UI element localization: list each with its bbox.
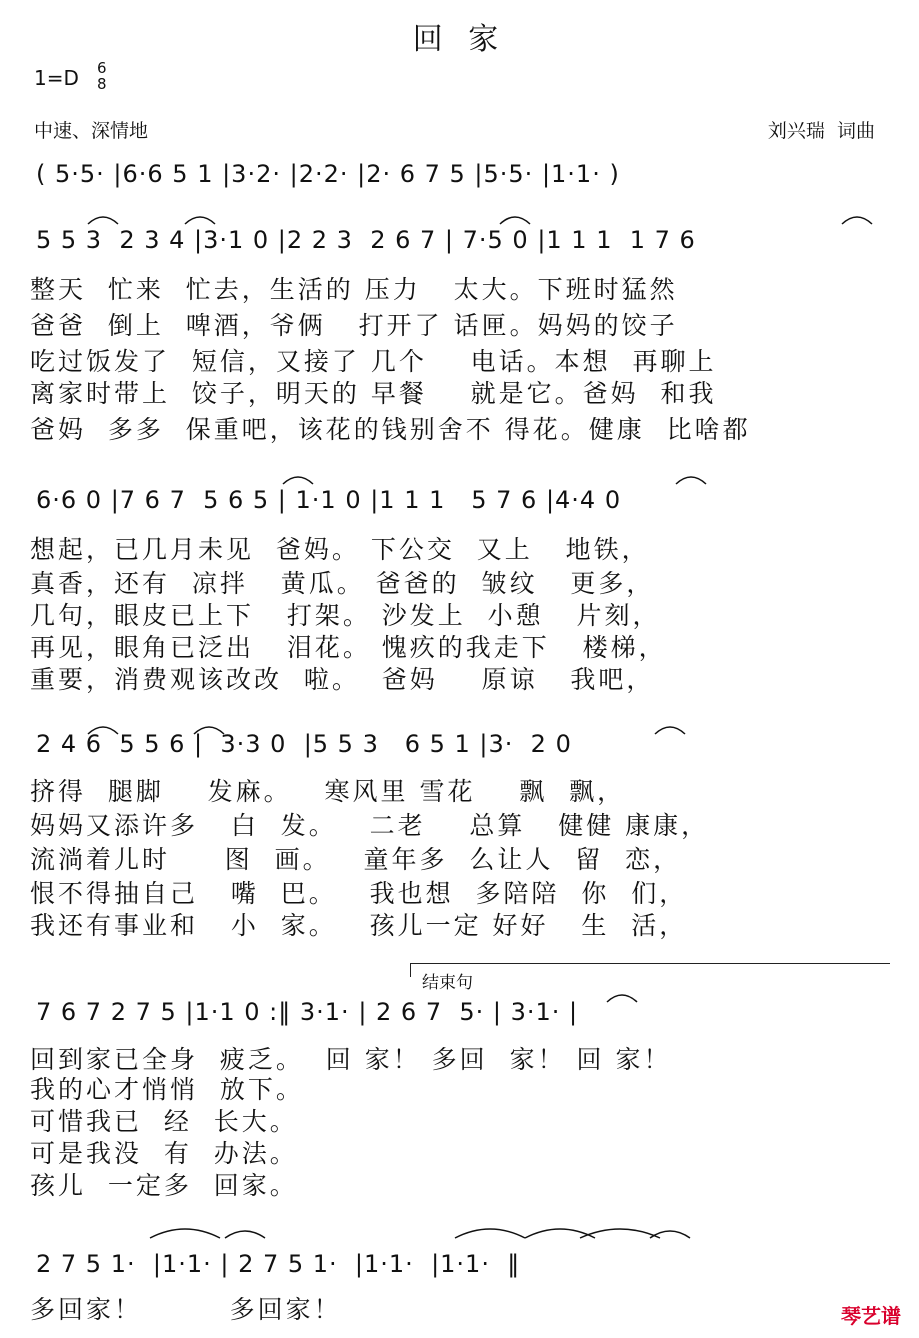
lyric-line: 可惜我已 经 长大。 xyxy=(30,1107,298,1136)
slur xyxy=(455,1229,525,1238)
time-signature-top: 6 xyxy=(97,59,107,77)
lyric-line: 我的心才悄悄 放下。 xyxy=(30,1075,304,1104)
note-row-4: 7 6 7 2 7 5 |1·1 0 :‖ 3·1· | 2 6 7 5· | 3·1· | xyxy=(36,998,579,1026)
slur xyxy=(676,477,706,484)
slur xyxy=(88,727,118,734)
note-row-5: 2 7 5 1· |1·1· | 2 7 5 1· |1·1· |1·1· ‖ xyxy=(36,1250,521,1278)
lyric-line: 再见，眼角已泛出 泪花。 愧疚的我走下 楼梯， xyxy=(30,633,667,662)
lyric-line: 孩儿 一定多 回家。 xyxy=(30,1171,298,1200)
lyric-line: 多回家！ 多回家！ xyxy=(30,1295,342,1324)
slur xyxy=(150,1229,220,1238)
lyric-line: 离家时带上 饺子，明天的 早餐 就是它。爸妈 和我 xyxy=(30,379,717,408)
lyric-line: 爸妈 多多 保重吧，该花的钱别舍不 得花。健康 比啥都 xyxy=(30,415,751,444)
lyric-line: 真香，还有 凉拌 黄瓜。 爸爸的 皱纹 更多， xyxy=(30,569,655,598)
lyric-line: 吃过饭发了 短信，又接了 几个 电话。本想 再聊上 xyxy=(30,347,717,376)
note-row-1: 5 5 3 2 3 4 |3·1 0 |2 2 3 2 6 7 | 7·5 0 |1 1 1 1 7 6 xyxy=(36,226,696,254)
tempo-marking: 中速、深情地 xyxy=(34,120,149,142)
slur xyxy=(88,217,118,224)
song-title: 回 家 xyxy=(412,22,507,57)
lyric-line: 流淌着儿时 图 画。 童年多 么让人 留 恋， xyxy=(30,845,682,874)
lyric-line: 爸爸 倒上 啤酒，爷俩 打开了 话匣。妈妈的饺子 xyxy=(30,311,678,340)
slur xyxy=(607,995,637,1002)
lyric-line: 可是我没 有 办法。 xyxy=(30,1139,298,1168)
slur xyxy=(194,727,224,734)
lyric-line: 我还有事业和 小 家。 孩儿一定 好好 生 活， xyxy=(30,911,688,940)
lyric-line: 恨不得抽自己 嘴 巴。 我也想 多陪陪 你 们， xyxy=(30,879,688,908)
key-signature: 1=D xyxy=(34,66,79,90)
time-signature-bottom: 8 xyxy=(97,75,107,93)
ending-label: 结束句 xyxy=(422,973,473,993)
lyric-line: 重要，消费观该改改 啦。 爸妈 原谅 我吧， xyxy=(30,665,655,694)
slur xyxy=(655,727,685,734)
lyric-line: 想起，已几月未见 爸妈。 下公交 又上 地铁， xyxy=(30,535,650,564)
note-row-3: 2 4 6 5 5 6 | 3·3 0 |5 5 3 6 5 1 |3· 2 0 xyxy=(36,730,572,758)
slur xyxy=(283,477,313,484)
watermark-logo: 琴艺谱 xyxy=(841,1304,901,1328)
lyric-line: 挤得 腿脚 发麻。 寒风里 雪花 飘 飘， xyxy=(30,777,626,806)
lyric-line: 回到家已全身 疲乏。 回 家！ 多回 家！ 回 家！ xyxy=(30,1045,672,1074)
note-row-intro: ( 5·5· |6·6 5 1 |3·2· |2·2· |2· 6 7 5 |5·5· |1·1· ) xyxy=(36,160,620,188)
slur xyxy=(225,1231,265,1238)
composer-credit: 刘兴瑞 词曲 xyxy=(767,120,875,142)
slur xyxy=(500,217,530,224)
slur xyxy=(842,217,872,224)
slur xyxy=(185,217,215,224)
lyric-line: 整天 忙来 忙去，生活的 压力 太大。下班时猛然 xyxy=(30,275,678,304)
note-row-2: 6·6 0 |7 6 7 5 6 5 | 1·1 0 |1 1 1 5 7 6 |4·4 0 xyxy=(36,486,622,514)
lyric-line: 妈妈又添许多 白 发。 二老 总算 健健 康康， xyxy=(30,811,710,840)
lyric-line: 几句，眼皮已上下 打架。 沙发上 小憩 片刻， xyxy=(30,601,661,630)
